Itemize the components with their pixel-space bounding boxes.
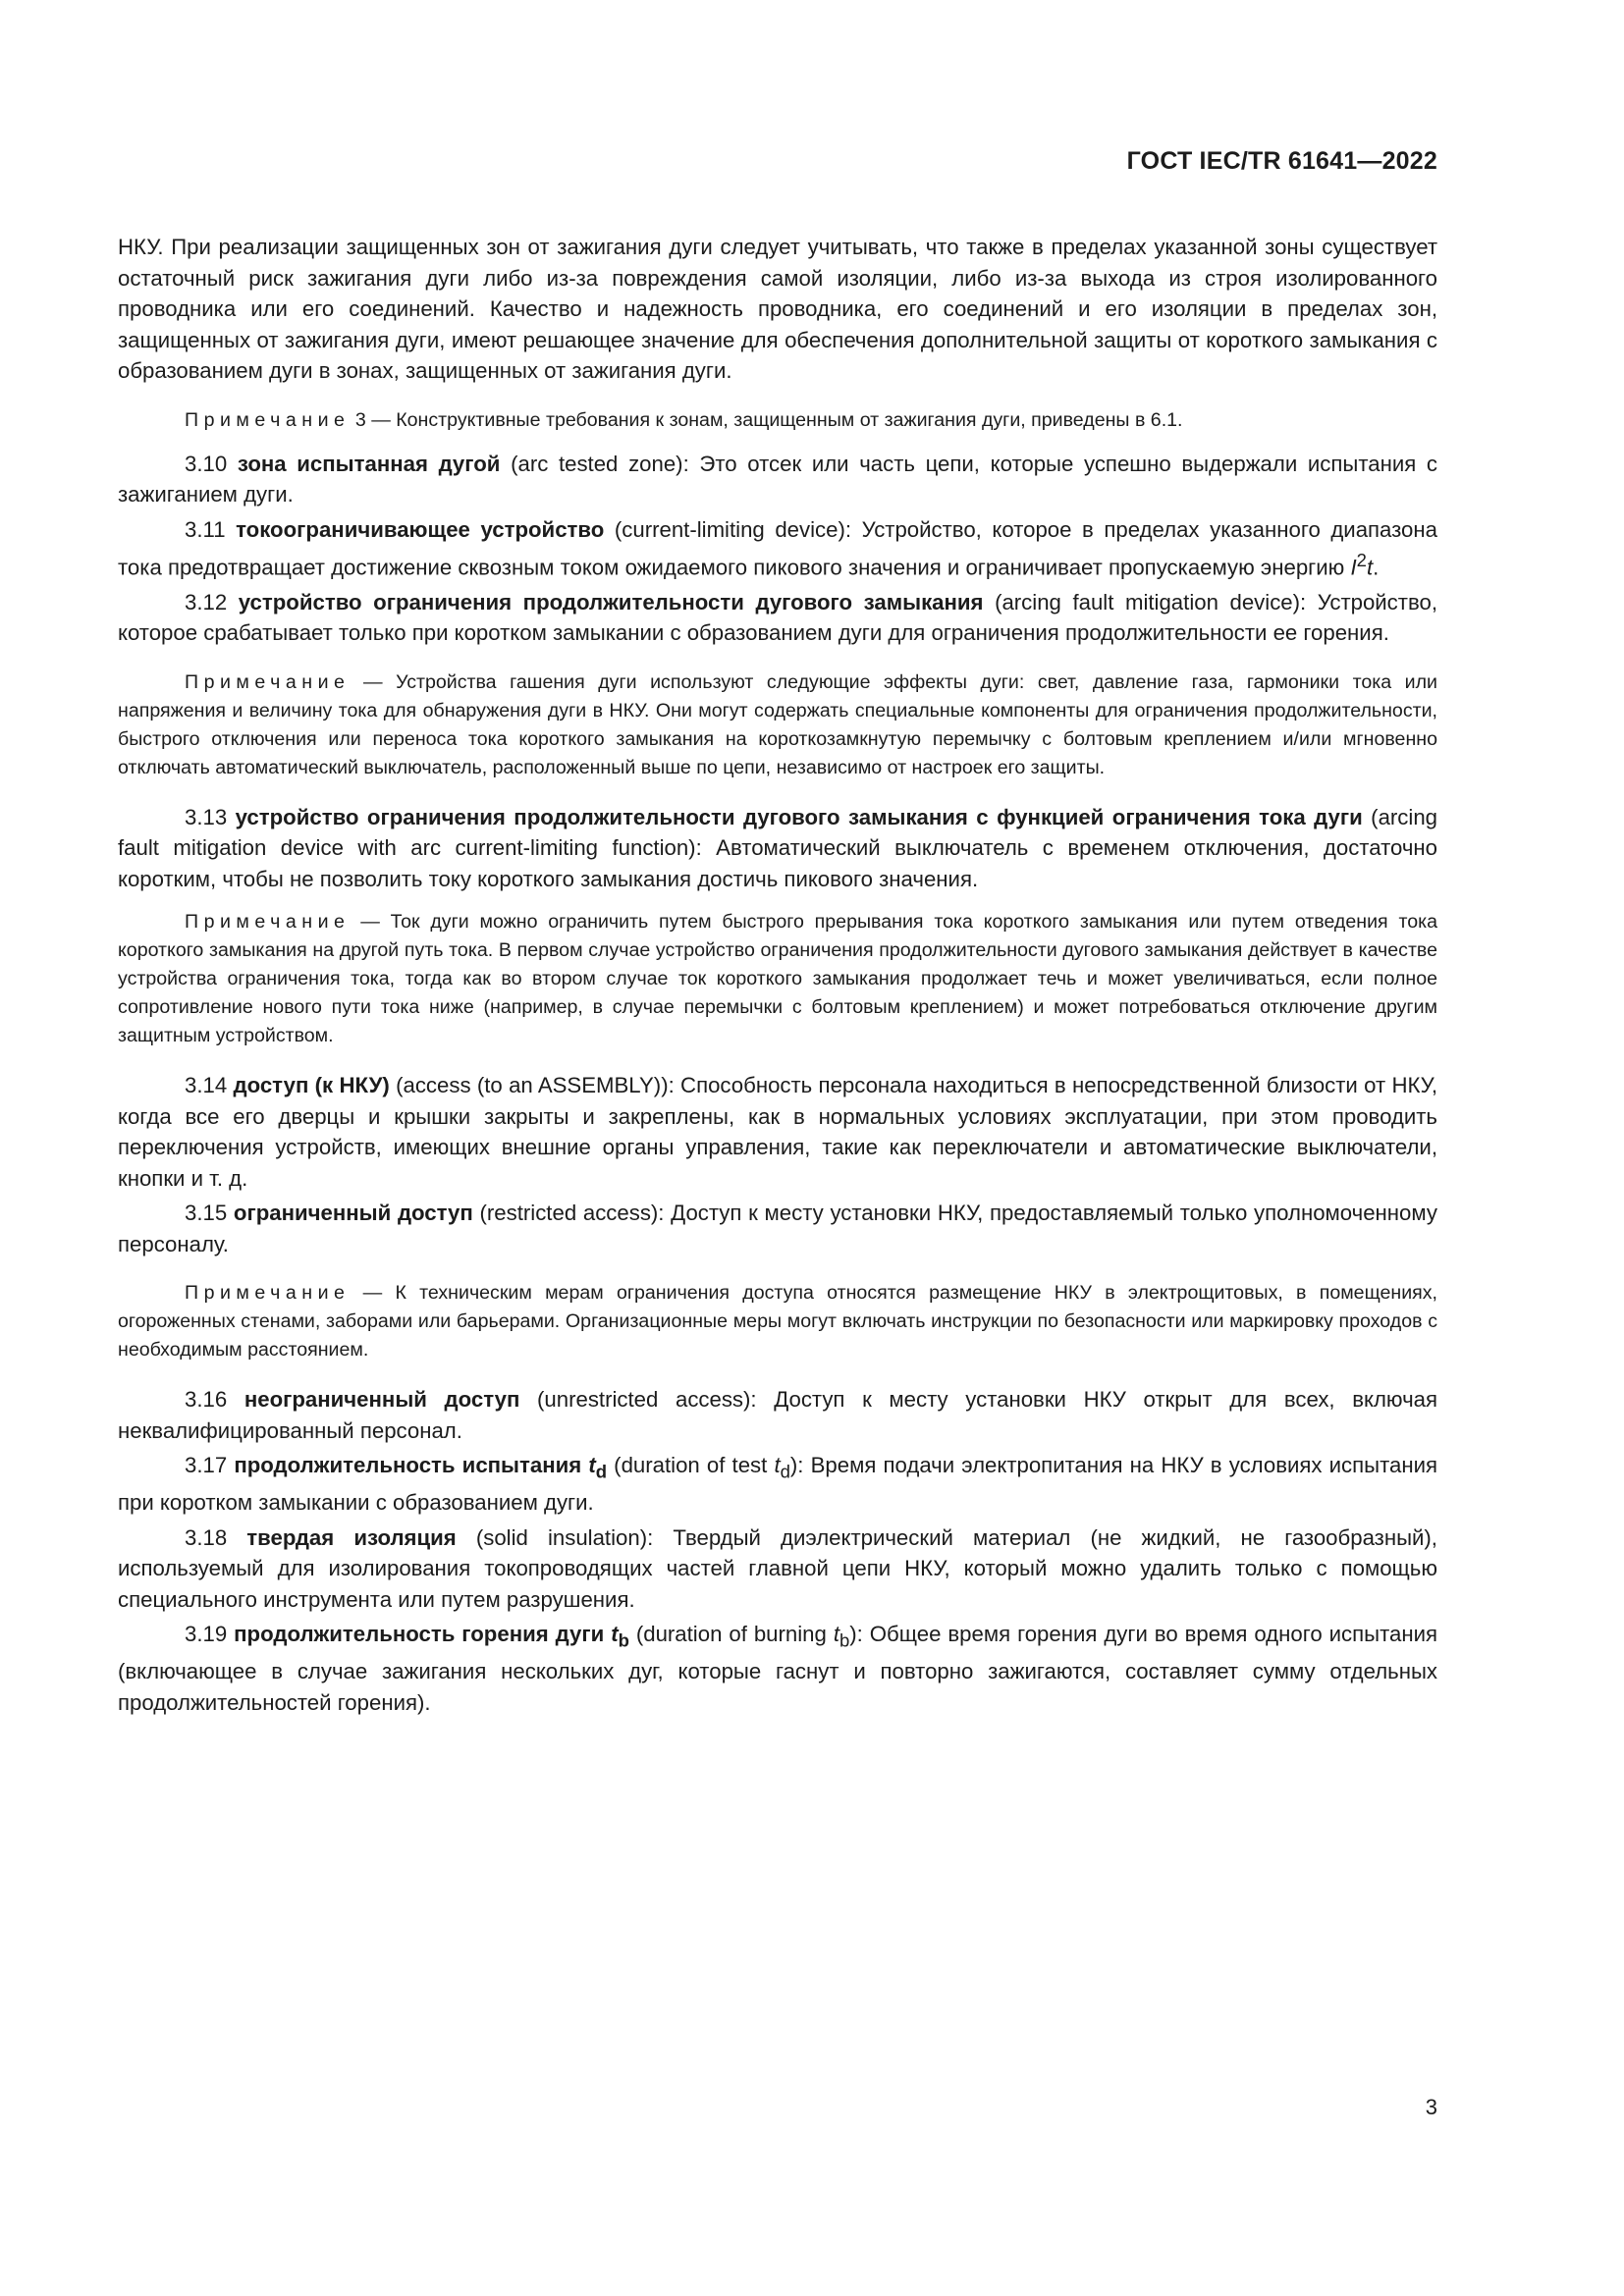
note-3-15	[118, 1279, 1437, 1364]
term-number: 3.18	[185, 1524, 247, 1550]
term-title: устройство ограничения продолжительности дугового замыкания с функцией ограничения тока дуги	[235, 804, 1363, 829]
term-number: 3.11	[185, 516, 237, 542]
term-3-10	[118, 449, 1437, 510]
note-label: Примечание	[185, 1282, 351, 1305]
term-number: 3.10	[185, 451, 238, 476]
note-label: Примечание	[185, 670, 351, 693]
term-definition: (current-limiting device): Устройство, которое в пределах указанного диапазона тока предотвращает достижение сквозным током ожидаемого пикового значения и ограничивает пропускаемую энергию	[118, 516, 1437, 580]
term-definition: ): Общее время горения дуги во время одного испытания (включающее в случае зажигания нескольких дуг, которые гаснут и повторно зажигаются, составляет сумму отдельных продолжительностей горения).	[118, 1622, 1437, 1715]
term-3-13	[118, 802, 1437, 895]
term-english: (duration of test	[607, 1453, 775, 1478]
subscript: d	[595, 1461, 608, 1482]
term-number: 3.12	[185, 589, 239, 614]
subscript: d	[780, 1461, 790, 1482]
term-3-15	[118, 1198, 1437, 1259]
document-code: ГОСТ IEC/TR 61641—2022	[1126, 147, 1437, 175]
subscript: b	[839, 1629, 850, 1651]
term-title: ограниченный доступ	[233, 1201, 473, 1226]
term-number: 3.15	[185, 1201, 234, 1226]
term-3-17	[118, 1450, 1437, 1518]
term-definition: (access (to an ASSEMBLY)): Способность персонала находиться в непосредственной близости от НКУ, когда все его дверцы и крышки закрыты и закреплены, как в нормальных условиях эксплуатации, при этом проводить переключения устройств, имеющих внешние органы управления, такие как переключатели и автоматические выключатели, кнопки и т. д.	[118, 1073, 1437, 1191]
note-text: — К техническим мерам ограничения доступа относятся размещение НКУ в электрощитовых, в помещениях, огороженных стенами, заборами или барьерами. Организационные меры могут включать инструкции по безопасности или маркировку проходов с необходимым расстоянием.	[118, 1282, 1437, 1362]
symbol-i: I	[1350, 555, 1357, 580]
symbol-t: t	[611, 1622, 619, 1647]
superscript: 2	[1356, 550, 1367, 570]
term-definition: (arcing fault mitigation device): Устройство, которое срабатывает только при коротком замыкании с образованием дуги для ограничения продолжительности ее горения.	[118, 589, 1437, 646]
symbol-t: t	[833, 1622, 839, 1647]
term-3-16	[118, 1384, 1437, 1446]
term-number: 3.16	[185, 1387, 244, 1413]
term-definition: (arcing fault mitigation device with arc current-limiting function): Автоматический выключатель с временем отключения, достаточно коротким, чтобы не позволить току короткого замыкания достичь пикового значения.	[118, 804, 1437, 891]
term-title: токоограничивающее устройство	[236, 516, 605, 542]
term-number: 3.13	[185, 804, 236, 829]
term-definition: (restricted access): Доступ к месту установки НКУ, предоставляемый только уполномоченному персоналу.	[118, 1201, 1437, 1256]
term-definition: (arc tested zone): Это отсек или часть цепи, которые успешно выдержали испытания с зажиганием дуги.	[118, 451, 1437, 507]
term-title: продолжительность испытания	[234, 1453, 589, 1478]
term-title: устройство ограничения продолжительности дугового замыкания	[238, 589, 984, 614]
term-number: 3.17	[185, 1453, 235, 1478]
term-title: продолжительность горения дуги	[234, 1622, 612, 1647]
symbol-t: t	[774, 1453, 781, 1478]
term-title: неограниченный доступ	[244, 1387, 520, 1413]
note-3	[118, 406, 1437, 435]
note-text: — Устройства гашения дуги используют следующие эффекты дуги: свет, давление газа, гармоники тока или напряжения и величину тока для обнаружения дуги в НКУ. Они могут содержать специальные компоненты для ограничения продолжительности, быстрого отключения или переноса тока короткого замыкания на короткозамкнутую перемычку с болтовым креплением и/или мгновенно отключать автоматический выключатель, расположенный выше по цепи, независимо от настроек его защиты.	[118, 670, 1437, 778]
term-3-14	[118, 1070, 1437, 1194]
term-definition: (unrestricted access): Доступ к месту установки НКУ открыт для всех, включая неквалифицированный персонал.	[118, 1387, 1437, 1443]
term-definition: (solid insulation): Твердый диэлектрический материал (не жидкий, не газообразный), используемый для изолирования токопроводящих частей главной цепи НКУ, который можно удалить только с помощью специального инструмента или путем разрушения.	[118, 1524, 1437, 1612]
note-text: 3 — Конструктивные требования к зонам, защищенным от зажигания дуги, приведены в 6.1.	[350, 408, 1183, 431]
intro-paragraph: НКУ. При реализации защищенных зон от зажигания дуги следует учитывать, что также в пределах указанной зоны существует остаточный риск зажигания дуги либо из-за повреждения самой изоляции, либо из-за выхода из строя изолированного проводника или его соединений. Качество и надежность проводника, его соединений и его изоляции в пределах зон, защищенных от зажигания дуги, имеют решающее значение для обеспечения дополнительной защиты от короткого замыкания с образованием дуги в зонах, защищенных от зажигания дуги.	[118, 235, 1437, 383]
term-title: зона испытанная дугой	[237, 451, 501, 476]
note-label: Примечание	[185, 408, 351, 431]
period: .	[1373, 555, 1380, 580]
term-title: твердая изоляция	[246, 1524, 457, 1550]
note-3-12	[118, 668, 1437, 782]
term-3-18	[118, 1522, 1437, 1616]
symbol-t: t	[1366, 555, 1374, 580]
note-3-13	[118, 908, 1437, 1050]
page-number: 3	[1425, 2095, 1437, 2119]
document-body	[118, 232, 1437, 1718]
term-number: 3.19	[185, 1622, 235, 1647]
term-definition: ): Время подачи электропитания на НКУ в условиях испытания при коротком замыкании с образованием дуги.	[118, 1453, 1437, 1516]
note-label: Примечание	[185, 911, 351, 934]
term-3-11	[118, 514, 1437, 583]
symbol-t: t	[588, 1453, 596, 1478]
subscript: b	[618, 1629, 629, 1651]
term-3-19	[118, 1619, 1437, 1718]
term-title: доступ (к НКУ)	[233, 1073, 390, 1098]
term-3-12	[118, 587, 1437, 649]
note-text: — Ток дуги можно ограничить путем быстрого прерывания тока короткого замыкания или путем отведения тока короткого замыкания на другой путь тока. В первом случае устройство ограничения продолжительности дугового замыкания действует в качестве устройства ограничения тока, тогда как во втором случае ток короткого замыкания продолжает течь и может увеличиваться, если полное сопротивление нового пути тока ниже (например, в случае перемычки с болтовым креплением) и может потребоваться отключение другим защитным устройством.	[118, 911, 1437, 1047]
term-english: (duration of burning	[628, 1622, 834, 1647]
term-number: 3.14	[185, 1073, 234, 1098]
